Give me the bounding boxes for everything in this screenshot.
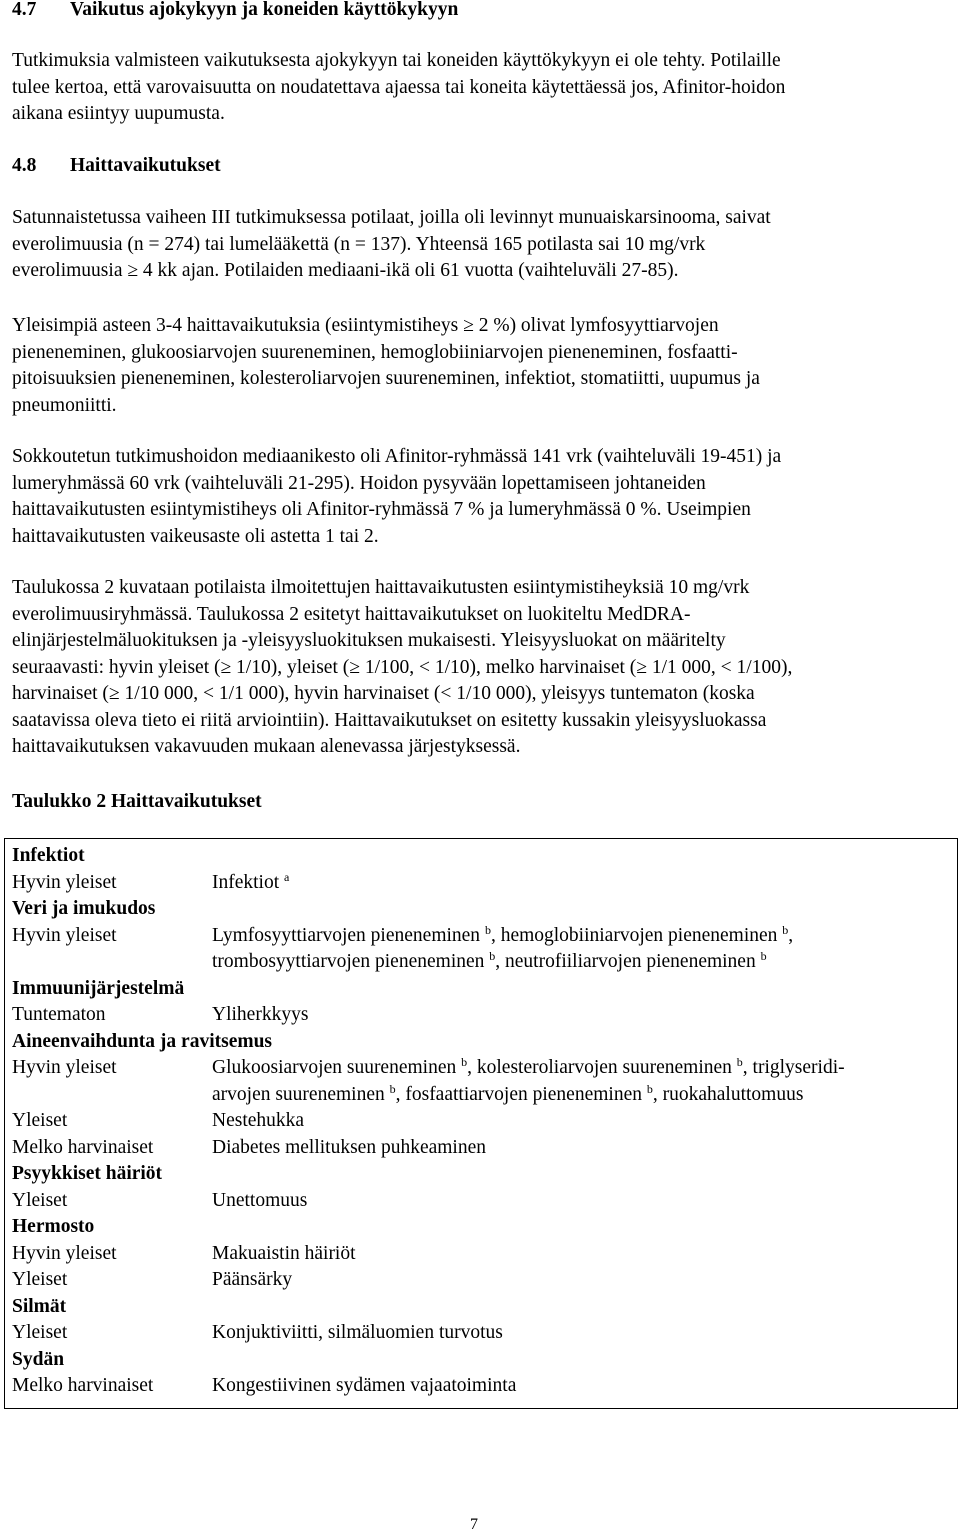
- text-line: haittavaikutusten esiintymistiheys oli Afinitor-ryhmässä 7 % ja lumeryhmässä 0 %. Useimpien: [12, 499, 751, 520]
- paragraph-study-description: [12, 205, 948, 285]
- soc-category: Aineenvaihdunta ja ravitsemus: [12, 1030, 273, 1052]
- text-line: pneumoniitti.: [12, 394, 117, 416]
- event-cell: [212, 923, 958, 976]
- table-row: [5, 1320, 958, 1347]
- page-number: 7: [470, 1516, 478, 1533]
- frequency-cell: Melko harvinaiset: [12, 1136, 154, 1158]
- footnote-marker: b: [461, 1055, 468, 1069]
- text-line: everolimuusiryhmässä. Taulukossa 2 esitetyt haittavaikutukset on luokiteltu MedDRA-: [12, 603, 691, 625]
- soc-category: Infektiot: [12, 845, 85, 866]
- text-line: haittavaikutusten vaikeusaste oli astetta 1 tai 2.: [12, 525, 379, 547]
- soc-category: Sydän: [12, 1348, 65, 1370]
- text-line: lumeryhmässä 60 vrk (vaihteluväli 21-295). Hoidon pysyvään lopettamiseen johtaneiden: [12, 472, 706, 494]
- table-caption: Taulukko 2 Haittavaikutukset: [12, 791, 262, 812]
- text-line: aikana esiintyy uupumusta.: [12, 103, 225, 124]
- table-row: [5, 1267, 958, 1294]
- section-number: 4.7: [12, 0, 37, 20]
- text-line: haittavaikutuksen vakavuuden mukaan alenevassa järjestyksessä.: [12, 736, 521, 757]
- section-number: 4.8: [12, 155, 37, 176]
- footnote-marker: b: [484, 922, 491, 937]
- table-row-category: [5, 976, 958, 1003]
- table-row-category: [5, 1347, 958, 1374]
- table-row: [5, 1241, 958, 1268]
- event-cell: [212, 1055, 958, 1108]
- footnote-marker: b: [646, 1081, 653, 1096]
- frequency-cell: Hyvin yleiset: [12, 1242, 117, 1264]
- text-line: pieneneminen, glukoosiarvojen suureneminen, hemoglobiiniarvojen pieneneminen, fosfaatti-: [12, 341, 738, 363]
- event-cell: Unettomuus: [212, 1189, 308, 1211]
- text-line: saatavissa oleva tieto ei riitä arviointiin). Haittavaikutukset on esitetty kussakin yleisyysluokassa: [12, 709, 767, 731]
- paragraph-common-grade-3-4: [12, 313, 948, 419]
- text-line: Satunnaistetussa vaiheen III tutkimuksessa potilaat, joilla oli levinnyt munuaiskarsinooma, saivat: [12, 207, 771, 228]
- soc-category: Silmät: [12, 1295, 67, 1317]
- table-row-category: [5, 839, 958, 870]
- event-cell: Diabetes mellituksen puhkeaminen: [212, 1136, 487, 1158]
- footnote-marker: b: [782, 922, 789, 937]
- text-line: Tutkimuksia valmisteen vaikutuksesta ajokykyyn tai koneiden käyttökykyyn ei ole tehty. Potilaille: [12, 50, 781, 71]
- soc-category: Hermosto: [12, 1216, 95, 1237]
- event-cell: Makuaistin häiriöt: [212, 1242, 356, 1264]
- frequency-cell: Yleiset: [12, 1110, 68, 1131]
- event-cell: Konjuktiviitti, silmäluomien turvotus: [212, 1322, 503, 1343]
- footnote-marker: a: [284, 869, 290, 884]
- table-row: [5, 1002, 958, 1029]
- text-line: elinjärjestelmäluokituksen ja -yleisyysluokituksen mukaisesti. Yleisyysluokat on määritelty: [12, 630, 726, 651]
- footnote-marker: b: [736, 1055, 743, 1069]
- table-row: [5, 923, 958, 976]
- event-cell: Infektiot $^a$: [212, 869, 290, 893]
- paragraph-treatment-duration: [12, 444, 948, 550]
- section-4-7-heading: [12, 0, 942, 24]
- event-cell: Yliherkkyys: [212, 1004, 309, 1025]
- section-title: Vaikutus ajokykyyn ja koneiden käyttökykyyn: [70, 0, 459, 20]
- text-line: tulee kertoa, että varovaisuutta on noudatettava ajaessa tai koneita käytettäessä jos, Afinitor-hoidon: [12, 76, 786, 98]
- event-line: Glukoosiarvojen suureneminen $^b$, kolesteroliarvojen suureneminen $^b$, triglyseridi-: [212, 1055, 845, 1078]
- paragraph-frequency-definitions: [12, 575, 948, 761]
- footnote-marker: b: [760, 949, 767, 963]
- section-4-7-paragraph: [12, 48, 948, 128]
- section-title: Haittavaikutukset: [70, 155, 221, 176]
- adverse-reactions-table: [4, 838, 958, 1409]
- table-row: [5, 870, 958, 897]
- soc-category: Immuunijärjestelmä: [12, 977, 185, 999]
- event-cell: Nestehukka: [212, 1110, 305, 1131]
- event-line: arvojen suureneminen $^b$, fosfaattiarvojen pieneneminen $^b$, ruokahaluttomuus: [212, 1081, 804, 1105]
- frequency-cell: Hyvin yleiset: [12, 1057, 117, 1078]
- table-row: [5, 1108, 958, 1135]
- text-line: everolimuusia ≥ 4 kk ajan. Potilaiden mediaani-ikä oli 61 vuotta (vaihteluväli 27-85).: [12, 260, 679, 281]
- text-line: harvinaiset (≥ 1/10 000, < 1/1 000), hyvin harvinaiset (< 1/10 000), yleisyys tuntematon (koska: [12, 683, 755, 704]
- table-row: [5, 1188, 958, 1215]
- table-row-category: [5, 1294, 958, 1321]
- frequency-cell: Tuntematon: [12, 1004, 106, 1025]
- table-row-category: [5, 1214, 958, 1241]
- frequency-cell: Yleiset: [12, 1322, 68, 1343]
- table-row-category: [5, 1161, 958, 1188]
- text-line: pitoisuuksien pieneneminen, kolesteroliarvojen suureneminen, infektiot, stomatiitti, uupumus ja: [12, 368, 760, 389]
- text-line: Taulukossa 2 kuvataan potilaista ilmoitettujen haittavaikutusten esiintymistiheyksiä 10 mg/vrk: [12, 577, 750, 598]
- table-row: [5, 1373, 958, 1408]
- text-line: everolimuusia (n = 274) tai lumelääkettä (n = 137). Yhteensä 165 potilasta sai 10 mg/vrk: [12, 233, 706, 255]
- frequency-cell: Melko harvinaiset: [12, 1375, 154, 1396]
- soc-category: Psyykkiset häiriöt: [12, 1163, 163, 1184]
- table-row: [5, 1135, 958, 1162]
- footnote-marker: b: [389, 1081, 396, 1096]
- frequency-cell: Yleiset: [12, 1189, 68, 1211]
- footnote-marker: b: [489, 949, 496, 963]
- text-line: seuraavasti: hyvin yleiset (≥ 1/10), yleiset (≥ 1/100, < 1/10), melko harvinaiset (≥ 1/1 000, < 1/100),: [12, 656, 793, 678]
- frequency-cell: Yleiset: [12, 1269, 68, 1290]
- frequency-cell: Hyvin yleiset: [12, 924, 117, 946]
- event-cell: Kongestiivinen sydämen vajaatoiminta: [212, 1375, 517, 1396]
- table-row: [5, 1055, 958, 1108]
- frequency-cell: Hyvin yleiset: [12, 871, 117, 893]
- text-line: Sokkoutetun tutkimushoidon mediaanikesto oli Afinitor-ryhmässä 141 vrk (vaihteluväli 19-451) ja: [12, 446, 782, 467]
- event-line: Lymfosyyttiarvojen pieneneminen $^b$, hemoglobiiniarvojen pieneneminen $^b$,: [212, 922, 794, 946]
- event-line: trombosyyttiarvojen pieneneminen $^b$, neutrofiiliarvojen pieneneminen $^b$: [212, 949, 767, 972]
- text-line: Yleisimpiä asteen 3-4 haittavaikutuksia (esiintymistiheys ≥ 2 %) olivat lymfosyyttiarvojen: [12, 315, 719, 336]
- soc-category: Veri ja imukudos: [12, 898, 156, 919]
- section-4-8-heading: [12, 153, 942, 180]
- table-row-category: [5, 1029, 958, 1056]
- table-row-category: [5, 896, 958, 923]
- event-cell: Päänsärky: [212, 1269, 293, 1290]
